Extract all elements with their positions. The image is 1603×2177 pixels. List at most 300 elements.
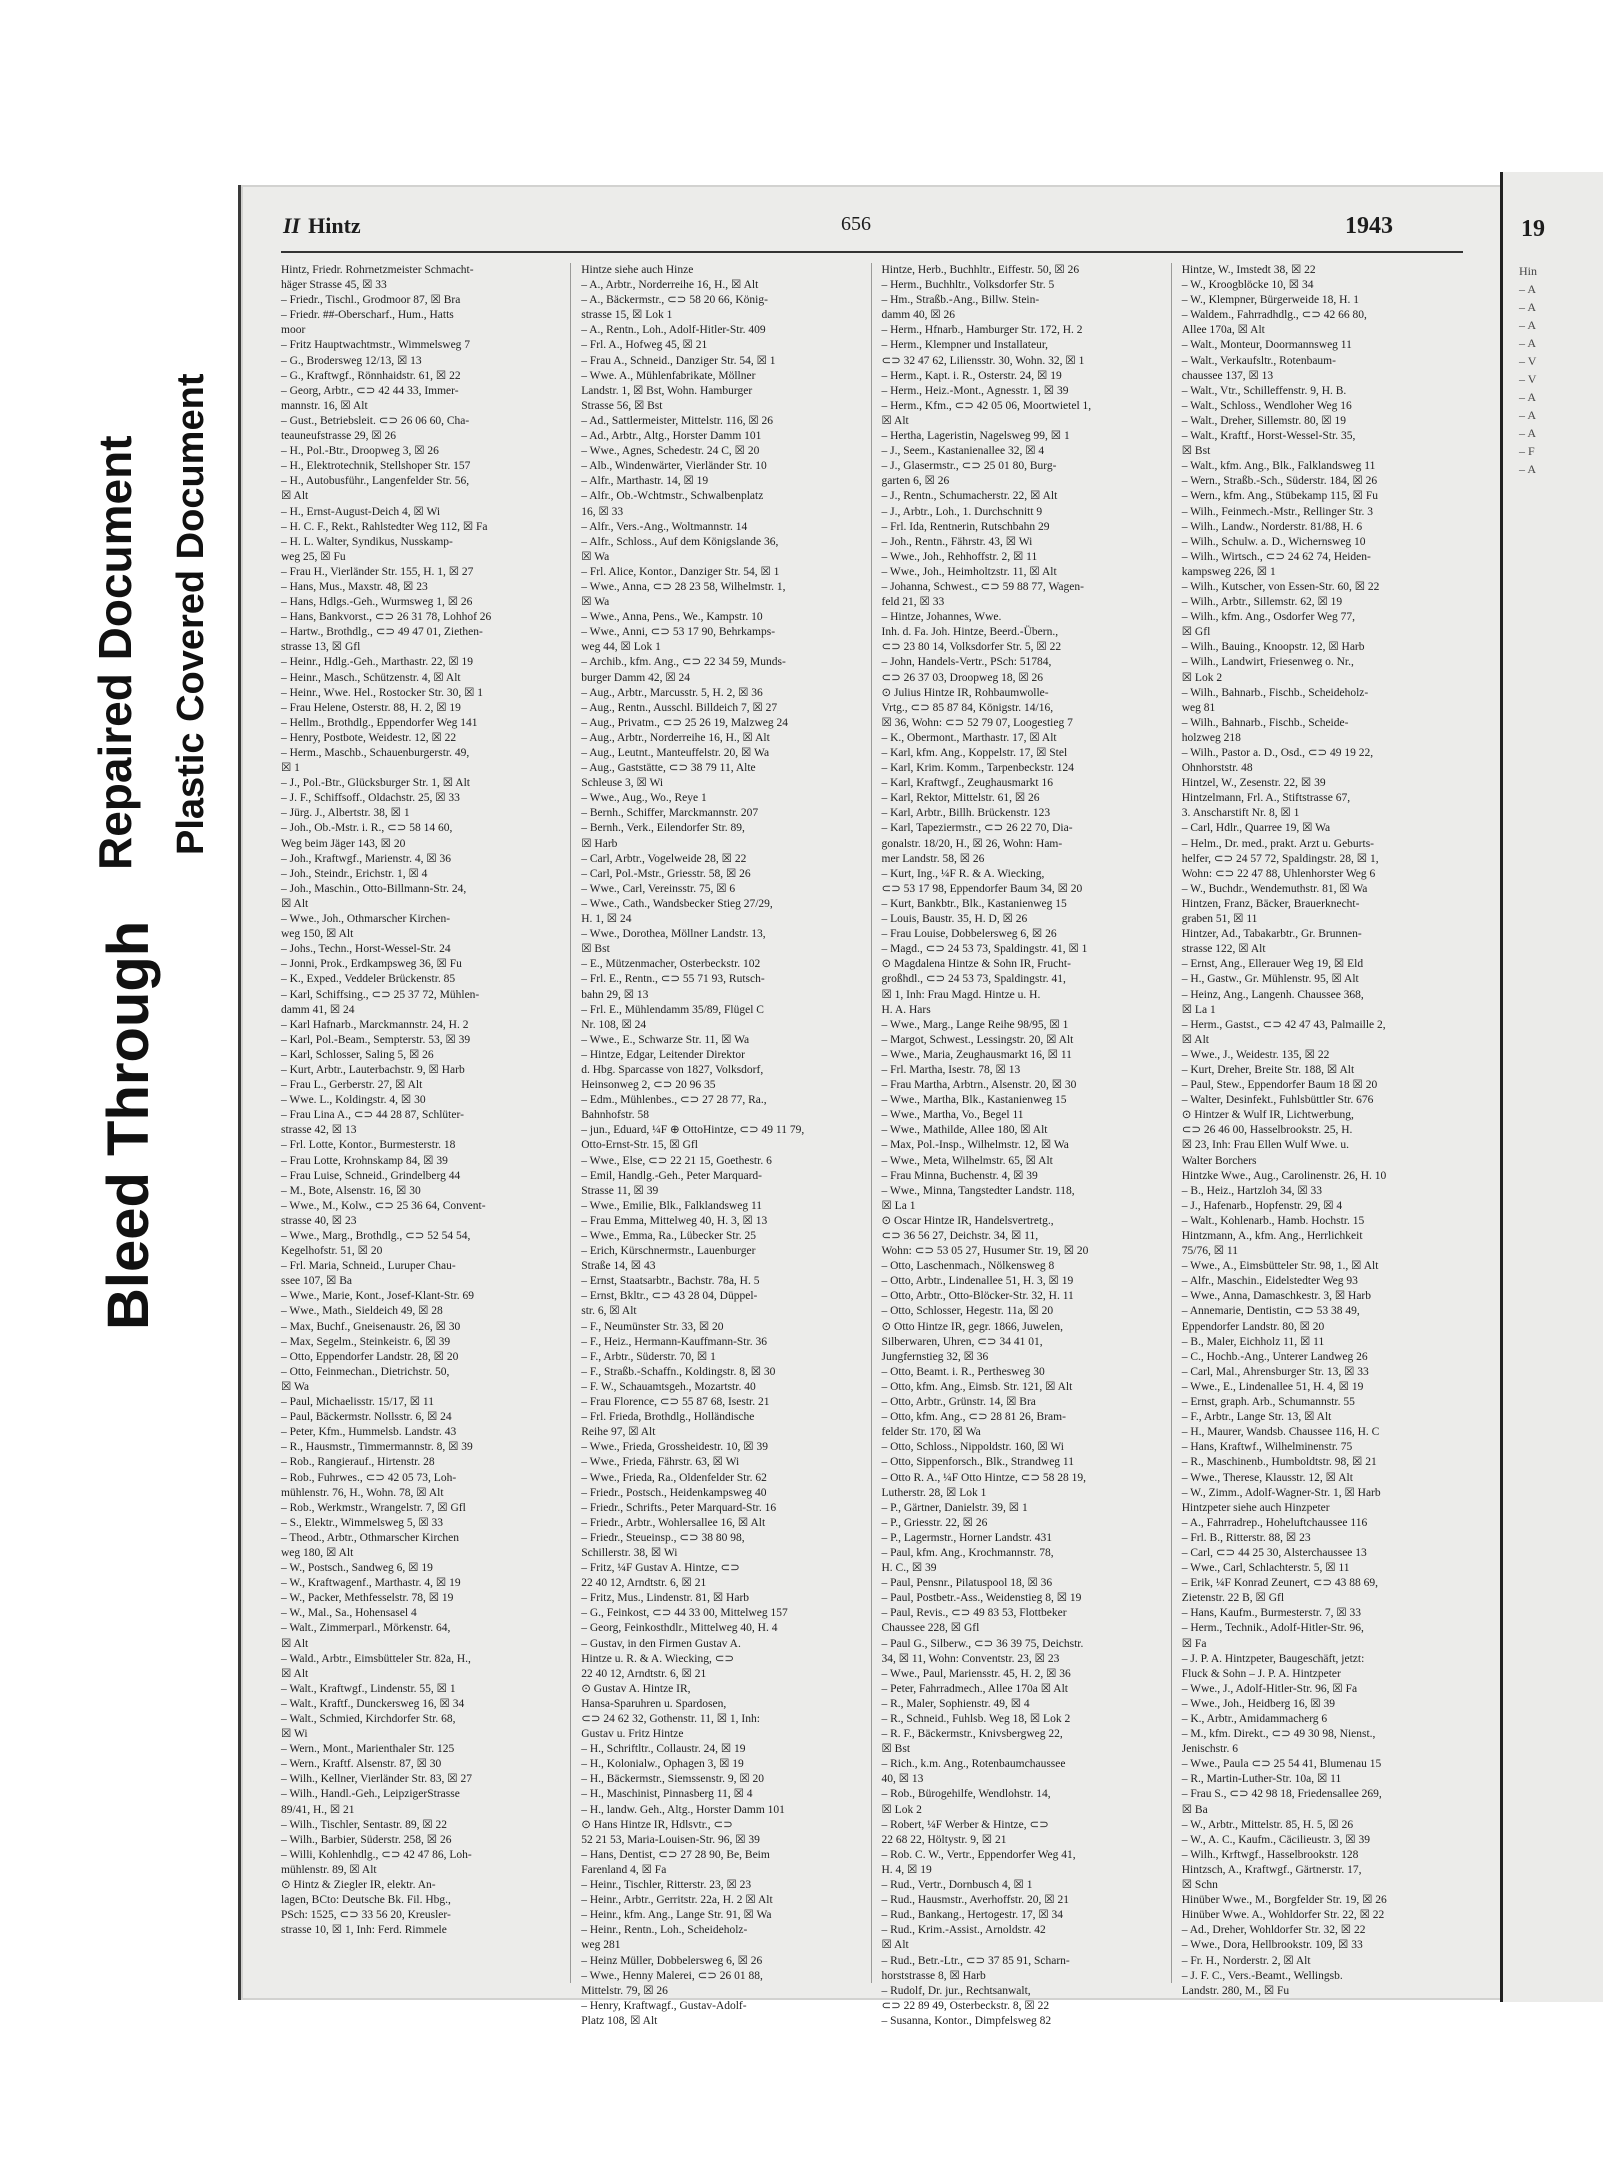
directory-entry-line: Hintzmann, A., kfm. Ang., Herrlichkeit bbox=[1181, 1230, 1363, 1242]
directory-entry-line: – Otto, Sippenforsch., Blk., Strandweg 11 bbox=[881, 1456, 1075, 1469]
directory-entry-line: teauneufstrasse 29, ☒ 26 bbox=[281, 430, 397, 443]
directory-entry-line: ssee 107, ☒ Ba bbox=[281, 1275, 352, 1288]
directory-entry-line: – Walt., Zimmerparl., Mörkenstr. 64, bbox=[281, 1622, 451, 1635]
directory-entry-line: – J. F., Schiffsoff., Oldachstr. 25, ☒ 33 bbox=[281, 792, 460, 805]
directory-entry-line: – Karl Hafnarb., Marckmannstr. 24, H. 2 bbox=[281, 1018, 469, 1031]
directory-entry-line: strasse 122, ☒ Alt bbox=[1181, 943, 1266, 956]
directory-entry-line: – Carl, Mal., Ahrensburger Str. 13, ☒ 33 bbox=[1181, 1365, 1369, 1378]
directory-entry-line: – Otto, Eppendorfer Landstr. 28, ☒ 20 bbox=[281, 1350, 459, 1363]
directory-entry-line: – Wwe., Agnes, Schedestr. 24 C, ☒ 20 bbox=[581, 445, 760, 458]
directory-entry-line: – Peter, Fahrradmech., Allee 170a ☒ Alt bbox=[881, 1682, 1068, 1695]
directory-entry-line: – Alfr., Maschin., Eidelstedter Weg 93 bbox=[1181, 1275, 1358, 1288]
directory-entry-line: – Wwe., Dorothea, Möllner Landstr. 13, bbox=[581, 928, 766, 941]
directory-entry-line: ☒ Alt bbox=[281, 1637, 309, 1650]
directory-entry-line: – Carl, ⊂⊃ 44 25 30, Alsterchaussee 13 bbox=[1181, 1546, 1367, 1559]
directory-entry-line: – Wern., Kraftf. Alsenstr. 87, ☒ 30 bbox=[281, 1758, 442, 1771]
directory-entry-line: – Wwe., Aug., Wo., Reye 1 bbox=[581, 792, 707, 805]
directory-entry-line: – J. F. C., Vers.-Beamt., Wellingsb. bbox=[1181, 1969, 1343, 1982]
edge-line: Hin bbox=[1519, 264, 1537, 278]
directory-entry-line: 22 40 12, Arndtstr. 6, ☒ 21 bbox=[581, 1577, 707, 1590]
directory-entry-line: – P., Gärtner, Danielstr. 39, ☒ 1 bbox=[881, 1501, 1028, 1514]
directory-entry-line: – Frau Lotte, Krohnskamp 84, ☒ 39 bbox=[281, 1154, 448, 1167]
directory-entry-line: – Carl, Pol.-Mstr., Griesstr. 58, ☒ 26 bbox=[581, 867, 751, 880]
directory-entry-line: – Hans, Mus., Maxstr. 48, ☒ 23 bbox=[281, 580, 428, 593]
directory-entry-line: Silberwaren, Uhren, ⊂⊃ 34 41 01, bbox=[881, 1335, 1043, 1348]
directory-entry-line: – Rudolf, Dr. jur., Rechtsanwalt, bbox=[881, 1984, 1031, 1997]
directory-entry-line: – Paul, Pensnr., Pilatuspool 18, ☒ 36 bbox=[881, 1577, 1053, 1590]
directory-entry-line: – Peter, Kfm., Hummelsb. Landstr. 43 bbox=[281, 1426, 457, 1439]
directory-entry-line: – Archib., kfm. Ang., ⊂⊃ 22 34 59, Munds- bbox=[581, 656, 786, 669]
directory-entry-line: graben 51, ☒ 11 bbox=[1181, 913, 1258, 926]
directory-entry-line: – J., Pol.-Btr., Glücksburger Str. 1, ☒ Alt bbox=[281, 777, 470, 790]
directory-entry-line: – Karl, Tapeziermstr., ⊂⊃ 26 22 70, Dia- bbox=[881, 822, 1073, 835]
directory-entry-line: – Wilh., Schulw. a. D., Wichernsweg 10 bbox=[1181, 535, 1366, 548]
directory-entry-line: H. 1, ☒ 24 bbox=[581, 913, 632, 926]
directory-entry-line: Allee 170a, ☒ Alt bbox=[1181, 324, 1265, 337]
section-number: II bbox=[283, 213, 301, 238]
directory-entry-line: – Heinz Müller, Dobbelersweg 6, ☒ 26 bbox=[581, 1954, 763, 1967]
directory-entry-line: weg 25, ☒ Fu bbox=[281, 550, 346, 563]
directory-entry-line: – Herm., Kfm., ⊂⊃ 42 05 06, Moortwietel 1, bbox=[881, 399, 1092, 412]
directory-entry-line: Wohn: ⊂⊃ 22 47 88, Uhlenhorster Weg 6 bbox=[1181, 867, 1376, 880]
directory-entry-line: – A., Bäckermstr., ⊂⊃ 58 20 66, König- bbox=[581, 294, 768, 307]
directory-entry-line: – Frau A., Schneid., Danziger Str. 54, ☒ 1 bbox=[581, 354, 776, 367]
directory-entry-line: – C., Hochb.-Ang., Unterer Landweg 26 bbox=[1181, 1350, 1368, 1363]
directory-entry-line: – Kurt, Arbtr., Lauterbachstr. 9, ☒ Harb bbox=[281, 1063, 465, 1076]
directory-entry-line: ☒ Alt bbox=[281, 897, 309, 910]
edge-line: – A bbox=[1519, 336, 1537, 350]
directory-entry-line: – Wwe., Marg., Brothdlg., ⊂⊃ 52 54 54, bbox=[281, 1230, 471, 1242]
edge-line: – F bbox=[1519, 444, 1535, 458]
directory-entry-line: – Robert, ¼F Werber & Hintze, ⊂⊃ bbox=[881, 1818, 1049, 1831]
directory-entry-line: – Hm., Straßb.-Ang., Billw. Stein- bbox=[881, 294, 1040, 307]
directory-entry-line: – Joh., Ob.-Mstr. i. R., ⊂⊃ 58 14 60, bbox=[281, 822, 453, 835]
directory-entry-line: – F., Arbtr., Lange Str. 13, ☒ Alt bbox=[1181, 1411, 1332, 1424]
directory-entry-line: Hintze u. R. & A. Wiecking, ⊂⊃ bbox=[581, 1652, 734, 1665]
edge-line: – V bbox=[1519, 354, 1537, 368]
directory-entry-line: Bahnhofstr. 58 bbox=[581, 1109, 649, 1122]
directory-entry-line: ⊂⊃ 26 46 00, Hasselbrookstr. 25, H. bbox=[1181, 1124, 1353, 1137]
directory-entry-line: – Karl, Rektor, Mittelstr. 61, ☒ 26 bbox=[881, 792, 1040, 805]
directory-entry-line: – Wwe., Anna, Damaschkestr. 3, ☒ Harb bbox=[1181, 1290, 1372, 1303]
directory-entry-line: – Henry, Postbote, Weidestr. 12, ☒ 22 bbox=[281, 731, 457, 744]
directory-entry-line: – Walt., Kraftwgf., Lindenstr. 55, ☒ 1 bbox=[281, 1682, 456, 1695]
edge-line: – A bbox=[1519, 318, 1537, 332]
directory-entry-line: PSch: 1525, ⊂⊃ 33 56 20, Kreusler- bbox=[281, 1909, 451, 1922]
directory-entry-line: ☒ La 1 bbox=[1181, 1003, 1216, 1016]
plastic-covered-label: Plastic Covered Document bbox=[170, 373, 212, 855]
directory-entry-line: strasse 40, ☒ 23 bbox=[281, 1214, 357, 1227]
directory-entry-line: – S., Elektr., Wimmelsweg 5, ☒ 33 bbox=[281, 1516, 443, 1529]
next-page-edge bbox=[1500, 172, 1603, 2002]
directory-entry-line: – Heinr., Tischler, Ritterstr. 23, ☒ 23 bbox=[581, 1879, 752, 1892]
directory-entry-line: – Gustav, in den Firmen Gustav A. bbox=[581, 1637, 741, 1650]
directory-entry-line: – Heinr., kfm. Ang., Lange Str. 91, ☒ Wa bbox=[581, 1909, 772, 1922]
directory-entry-line: 75/76, ☒ 11 bbox=[1181, 1245, 1238, 1258]
directory-entry-line: ☒ Schn bbox=[1181, 1879, 1218, 1892]
directory-entry-line: – Hans, Kraftwf., Wilhelminenstr. 75 bbox=[1181, 1441, 1353, 1454]
directory-entry-line: – Wwe., Frieda, Fährstr. 63, ☒ Wi bbox=[581, 1456, 740, 1469]
directory-entry-line: ⊙ Gustav A. Hintze IR, bbox=[581, 1682, 691, 1695]
directory-entry-line: – M., kfm. Direkt., ⊂⊃ 49 30 98, Nienst., bbox=[1181, 1728, 1376, 1741]
directory-entry-line: ☒ Wi bbox=[281, 1728, 308, 1741]
directory-entry-line: – Emil, Handlg.-Geh., Peter Marquard- bbox=[581, 1169, 763, 1182]
directory-entry-line: – Ernst, Ang., Ellerauer Weg 19, ☒ Eld bbox=[1181, 958, 1364, 971]
directory-entry-line: – Frau Martha, Arbtrn., Alsenstr. 20, ☒ 30 bbox=[881, 1079, 1077, 1092]
directory-entry-line: – R., Maler, Sophienstr. 49, ☒ 4 bbox=[881, 1697, 1030, 1710]
directory-entry-line: – G., Brodersweg 12/13, ☒ 13 bbox=[281, 354, 422, 367]
directory-entry-line: 22 68 22, Höltystr. 9, ☒ 21 bbox=[881, 1833, 1007, 1846]
directory-entry-line: – H., Ernst-August-Deich 4, ☒ Wi bbox=[281, 505, 441, 518]
directory-entry-line: H. 4, ☒ 19 bbox=[881, 1863, 932, 1876]
directory-entry-line: – Wwe., Marg., Lange Reihe 98/95, ☒ 1 bbox=[881, 1018, 1069, 1031]
directory-entry-line: – Hertha, Lageristin, Nagelsweg 99, ☒ 1 bbox=[881, 430, 1070, 443]
directory-entry-line: – Johs., Techn., Horst-Wessel-Str. 24 bbox=[281, 943, 451, 956]
directory-entry-line: Hinüber Wwe. A., Wohldorfer Str. 22, ☒ 22 bbox=[1181, 1909, 1385, 1922]
directory-entry-line: – Ad., Arbtr., Altg., Horster Damm 101 bbox=[581, 430, 762, 443]
directory-entry-line: – Wwe., Joh., Heimholtzstr. 11, ☒ Alt bbox=[881, 565, 1057, 578]
directory-entry-line: – Wwe., Mathilde, Allee 180, ☒ Alt bbox=[881, 1124, 1048, 1137]
directory-entry-line: – Wilh., Arbtr., Sillemstr. 62, ☒ 19 bbox=[1181, 596, 1343, 609]
directory-entry-line: – J., Glasermstr., ⊂⊃ 25 01 80, Burg- bbox=[881, 460, 1057, 473]
directory-entry-line: – H. C. F., Rekt., Rahlstedter Weg 112, ☒ Fa bbox=[281, 520, 488, 533]
directory-entry-line: – Rich., k.m. Ang., Rotenbaumchaussee bbox=[881, 1758, 1066, 1771]
directory-entry-line: – Hans, Dentist, ⊂⊃ 27 28 90, Be, Beim bbox=[581, 1848, 770, 1861]
directory-entry-line: – W., Arbtr., Mittelstr. 85, H. 5, ☒ 26 bbox=[1181, 1818, 1354, 1831]
directory-entry-line: – Alfr., Ob.-Wchtmstr., Schwalbenplatz bbox=[581, 490, 764, 503]
directory-entry-line: – Paul, Postbetr.-Ass., Weidenstieg 8, ☒ 19 bbox=[881, 1592, 1082, 1605]
directory-entry-line: weg 150, ☒ Alt bbox=[281, 928, 354, 941]
directory-entry-line: H. C., ☒ 39 bbox=[881, 1562, 937, 1575]
directory-entry-line: – Walt., Verkaufsltr., Rotenbaum- bbox=[1181, 354, 1336, 367]
edge-line: – A bbox=[1519, 300, 1537, 314]
directory-entry-line: – Frau Florence, ⊂⊃ 55 87 68, Isestr. 21 bbox=[581, 1396, 770, 1409]
directory-entry-line: – Walt., Dreher, Sillemstr. 80, ☒ 19 bbox=[1181, 414, 1347, 427]
directory-entry-line: – Hartw., Brothdlg., ⊂⊃ 49 47 01, Ziethen- bbox=[281, 626, 483, 639]
directory-entry-line: großhdl., ⊂⊃ 24 53 73, Spaldingstr. 41, bbox=[881, 973, 1066, 986]
directory-entry-line: – Frau Emma, Mittelweg 40, H. 3, ☒ 13 bbox=[581, 1214, 768, 1227]
directory-entry-line: – Herm., Maschb., Schauenburgerstr. 49, bbox=[281, 747, 470, 759]
directory-entry-line: – Annemarie, Dentistin, ⊂⊃ 53 38 49, bbox=[1181, 1305, 1360, 1318]
directory-entry-line: – Frl. E., Mühlendamm 35/89, Flügel C bbox=[581, 1003, 764, 1016]
directory-entry-line: – John, Handels-Vertr., PSch: 51784, bbox=[881, 656, 1052, 669]
directory-entry-line: ☒ Wa bbox=[581, 596, 610, 609]
directory-entry-line: – Ernst, graph. Arb., Schumannstr. 55 bbox=[1181, 1396, 1355, 1409]
directory-entry-line: mühlenstr. 76, H., Wohn. 78, ☒ Alt bbox=[281, 1486, 444, 1499]
directory-entry-line: – W., Buchdr., Wendemuthstr. 81, ☒ Wa bbox=[1181, 882, 1368, 895]
directory-entry-line: feld 21, ☒ 33 bbox=[881, 596, 945, 609]
directory-entry-line: – Alb., Windenwärter, Vierländer Str. 10 bbox=[581, 460, 767, 473]
directory-entry-line: – Georg, Arbtr., ⊂⊃ 42 44 33, Immer- bbox=[281, 384, 459, 397]
directory-entry-line: – Frl. A., Hofweg 45, ☒ 21 bbox=[581, 339, 708, 352]
directory-entry-line: Eppendorfer Landstr. 80, ☒ 20 bbox=[1181, 1320, 1325, 1333]
directory-entry-line: – Wilh., Bahnarb., Fischb., Scheideholz- bbox=[1181, 686, 1369, 699]
repaired-document-label: Repaired Document bbox=[89, 435, 141, 870]
directory-entry-line: – Louis, Baustr. 35, H. D, ☒ 26 bbox=[881, 913, 1028, 926]
directory-entry-line: Schleuse 3, ☒ Wi bbox=[581, 777, 664, 790]
directory-entry-line: – Paul, Revis., ⊂⊃ 49 83 53, Flottbeker bbox=[881, 1607, 1067, 1620]
directory-entry-line: – Max, Segelm., Steinkeistr. 6, ☒ 39 bbox=[281, 1335, 451, 1348]
directory-entry-line: – Hintze, Johannes, Wwe. bbox=[881, 611, 1002, 624]
directory-entry-line: – Kurt, Bankbtr., Blk., Kastanienweg 15 bbox=[881, 897, 1067, 910]
directory-entry-line: – Paul, Stew., Eppendorfer Baum 18 ☒ 20 bbox=[1181, 1079, 1378, 1092]
directory-entry-line: – Ernst, Staatsarbtr., Bachstr. 78a, H. 5 bbox=[581, 1275, 760, 1288]
directory-entry-line: Heinsonweg 2, ⊂⊃ 20 96 35 bbox=[581, 1079, 716, 1092]
directory-entry-line: – Herm., Kapt. i. R., Osterstr. 24, ☒ 19 bbox=[881, 369, 1062, 382]
directory-entry-line: damm 40, ☒ 26 bbox=[881, 309, 956, 322]
directory-entry-line: Strasse 11, ☒ 39 bbox=[581, 1184, 659, 1197]
directory-entry-line: – Joh., Kraftwgf., Marienstr. 4, ☒ 36 bbox=[281, 852, 452, 865]
directory-entry-line: Strasse 56, ☒ Bst bbox=[581, 399, 663, 412]
directory-entry-line: – J., Arbtr., Loh., 1. Durchschnitt 9 bbox=[881, 505, 1043, 518]
directory-entry-line: – Wwe., Paul, Mariensstr. 45, H. 2, ☒ 36 bbox=[881, 1667, 1071, 1680]
directory-entry-line: – Wilh., Bahnarb., Fischb., Scheide- bbox=[1181, 716, 1349, 729]
directory-entry-line: – Wern., Mont., Marienthaler Str. 125 bbox=[281, 1743, 455, 1756]
directory-entry-line: – J., Rentn., Schumacherstr. 22, ☒ Alt bbox=[881, 490, 1058, 503]
directory-entry-line: – Hans, Hdlgs.-Geh., Wurmsweg 1, ☒ 26 bbox=[281, 596, 473, 609]
directory-entry-line: – Aug., Gaststätte, ⊂⊃ 38 79 11, Alte bbox=[581, 762, 756, 775]
directory-entry-line: – Frl. E., Rentn., ⊂⊃ 55 71 93, Rutsch- bbox=[581, 973, 765, 986]
directory-entry-line: ☒ Wa bbox=[281, 1380, 310, 1393]
directory-entry-line: – Otto, Arbtr., Lindenallee 51, H. 3, ☒ 19 bbox=[881, 1275, 1074, 1288]
directory-entry-line: horststrasse 8, ☒ Harb bbox=[881, 1969, 986, 1982]
directory-entry-line: 22 40 12, Arndtstr. 6, ☒ 21 bbox=[581, 1667, 707, 1680]
directory-entry-line: Straße 14, ☒ 43 bbox=[581, 1260, 656, 1273]
directory-entry-line: – H., Bäckermstr., Siemssenstr. 9, ☒ 20 bbox=[581, 1773, 765, 1786]
directory-entry-line: – Otto, Schloss., Nippoldstr. 160, ☒ Wi bbox=[881, 1441, 1064, 1454]
directory-entry-line: – Wilh., Tischler, Sentastr. 89, ☒ 22 bbox=[281, 1818, 448, 1831]
directory-entry-line: – Rob., Rangierauf., Hirtenstr. 28 bbox=[281, 1456, 435, 1469]
directory-entry-line: – Otto, Arbtr., Otto-Blöcker-Str. 32, H. 11 bbox=[881, 1290, 1074, 1303]
directory-entry-line: – M., Bote, Alsenstr. 16, ☒ 30 bbox=[281, 1184, 421, 1197]
directory-entry-line: – Karl, Pol.-Beam., Sempterstr. 53, ☒ 39 bbox=[281, 1033, 471, 1046]
directory-entry-line: – Ernst, Bkltr., ⊂⊃ 43 28 04, Düppel- bbox=[581, 1290, 758, 1303]
edge-line: – A bbox=[1519, 408, 1537, 422]
directory-entry-line: – W., Kraftwagenf., Marthastr. 4, ☒ 19 bbox=[281, 1577, 461, 1590]
directory-entry-line: – B., Maler, Eichholz 11, ☒ 11 bbox=[1181, 1335, 1325, 1348]
directory-entry-line: – F., Heiz., Hermann-Kauffmann-Str. 36 bbox=[581, 1335, 767, 1348]
directory-entry-line: – B., Heiz., Hartzloh 34, ☒ 33 bbox=[1181, 1184, 1323, 1197]
directory-entry-line: – A., Arbtr., Norderreihe 16, H., ☒ Alt bbox=[581, 279, 759, 292]
directory-entry-line: – Wwe., Else, ⊂⊃ 22 21 15, Goethestr. 6 bbox=[581, 1154, 772, 1167]
page-year: 1943 bbox=[1345, 213, 1393, 239]
directory-entry-line: – Erik, ¼F Konrad Zeunert, ⊂⊃ 43 88 69, bbox=[1181, 1577, 1378, 1590]
directory-entry-line: – Max, Pol.-Insp., Wilhelmstr. 12, ☒ Wa bbox=[881, 1139, 1069, 1152]
directory-entry-line: – Heinr., Masch., Schützenstr. 4, ☒ Alt bbox=[281, 671, 461, 684]
directory-entry-line: – H., Kolonialw., Ophagen 3, ☒ 19 bbox=[581, 1758, 744, 1771]
directory-entry-line: – H., Schriftltr., Collaustr. 24, ☒ 19 bbox=[581, 1743, 746, 1756]
directory-entry-line: – Wilh., kfm. Ang., Osdorfer Weg 77, bbox=[1181, 611, 1355, 624]
directory-entry-line: ☒ Harb bbox=[581, 837, 618, 850]
directory-entry-line: – Frl. Ida, Rentnerin, Rutschbahn 29 bbox=[881, 520, 1050, 533]
directory-entry-line: 40, ☒ 13 bbox=[881, 1773, 924, 1786]
directory-page bbox=[238, 185, 1503, 2027]
directory-entry-line: – J., Hafenarb., Hopfenstr. 29, ☒ 4 bbox=[1181, 1199, 1343, 1212]
directory-entry-line: – Walt., Vtr., Schilleffenstr. 9, H. B. bbox=[1181, 384, 1347, 397]
directory-entry-line: – Karl, Schiffsing., ⊂⊃ 25 37 72, Mühlen- bbox=[281, 988, 480, 1001]
directory-entry-line: – Otto, kfm. Ang., Eimsb. Str. 121, ☒ Alt bbox=[881, 1380, 1073, 1393]
directory-entry-line: – G., Kraftwgf., Rönnhaidstr. 61, ☒ 22 bbox=[281, 369, 461, 382]
directory-entry-line: – E., Mützenmacher, Osterbeckstr. 102 bbox=[581, 958, 761, 971]
directory-entry-line: – Rob. C. W., Vertr., Eppendorfer Weg 41, bbox=[881, 1848, 1076, 1861]
directory-entry-line: – Otto, Beamt. i. R., Perthesweg 30 bbox=[881, 1365, 1045, 1378]
directory-entry-line: – Wwe., J., Adolf-Hitler-Str. 96, ☒ Fa bbox=[1181, 1682, 1358, 1695]
directory-entry-line: – H., Elektrotechnik, Stellshoper Str. 157 bbox=[281, 460, 471, 473]
directory-entry-line: – Theod., Arbtr., Othmarscher Kirchen bbox=[281, 1531, 459, 1544]
directory-entry-line: – Walt., Kraftf., Dunckersweg 16, ☒ 34 bbox=[281, 1697, 465, 1710]
directory-entry-line: – Wwe., Math., Sieldeich 49, ☒ 28 bbox=[281, 1305, 443, 1318]
directory-entry-line: – Wwe., Joh., Rehhoffstr. 2, ☒ 11 bbox=[881, 550, 1038, 563]
directory-entry-line: – Willi, Kohlenhdlg., ⊂⊃ 42 47 86, Loh- bbox=[281, 1848, 472, 1861]
directory-entry-line: – Otto, Feinmechan., Dietrichstr. 50, bbox=[281, 1365, 450, 1378]
directory-entry-line: ⊂⊃ 32 47 62, Liliensstr. 30, Wohn. 32, ☒ 1 bbox=[881, 354, 1085, 367]
directory-entry-line: – Wwe., Cath., Wandsbecker Stieg 27/29, bbox=[581, 897, 773, 910]
directory-entry-line: – Wilh., Kellner, Vierländer Str. 83, ☒ 27 bbox=[281, 1773, 472, 1786]
next-page-lines bbox=[1519, 262, 1537, 478]
directory-entry-line: – Paul, kfm. Ang., Krochmannstr. 78, bbox=[881, 1546, 1054, 1559]
directory-entry-line: – Joh., Rentn., Fährstr. 43, ☒ Wi bbox=[881, 535, 1033, 548]
directory-entry-line: – Wwe. A., Mühlenfabrikate, Möllner bbox=[581, 369, 756, 382]
directory-entry-line: – Friedr., Steueinsp., ⊂⊃ 38 80 98, bbox=[581, 1531, 745, 1544]
directory-entry-line: – Wilh., Landwirt, Friesenweg o. Nr., bbox=[1181, 656, 1354, 669]
directory-entry-line: ☒ Ba bbox=[1181, 1803, 1208, 1816]
directory-entry-line: – Aug., Leutnt., Manteuffelstr. 20, ☒ Wa bbox=[581, 747, 770, 759]
directory-entry-line: – Carl, Arbtr., Vogelweide 28, ☒ 22 bbox=[581, 852, 747, 865]
directory-entry-line: 34, ☒ 11, Wohn: Conventstr. 23, ☒ 23 bbox=[881, 1652, 1060, 1665]
directory-entry-line: – Aug., Rentn., Ausschl. Billdeich 7, ☒ 27 bbox=[581, 701, 778, 714]
directory-entry-line: – H., Gastw., Gr. Mühlenstr. 95, ☒ Alt bbox=[1181, 973, 1359, 986]
directory-entry-line: – Wilh., Pastor a. D., Osd., ⊂⊃ 49 19 22, bbox=[1181, 747, 1374, 759]
directory-entry-line: – Joh., Steindr., Erichstr. 1, ☒ 4 bbox=[281, 867, 428, 880]
directory-entry-line: – Frl. Alice, Kontor., Danziger Str. 54, ☒ 1 bbox=[581, 565, 780, 578]
directory-entry-line: – H., Pol.-Btr., Droopweg 3, ☒ 26 bbox=[281, 445, 439, 458]
directory-entry-line: – Kurt, Ing., ¼F R. & A. Wiecking, bbox=[881, 867, 1045, 880]
directory-entry-line: – W., A. C., Kaufm., Cäcilieustr. 3, ☒ 39 bbox=[1181, 1833, 1370, 1846]
entry-column-2 bbox=[581, 263, 871, 2027]
directory-entry-line: Landstr. 1, ☒ Bst, Wohn. Hamburger bbox=[581, 384, 753, 397]
directory-entry-line: – Heinz, Ang., Langenh. Chaussee 368, bbox=[1181, 988, 1364, 1001]
edge-line: – A bbox=[1519, 426, 1537, 440]
directory-entry-line: – H., Maschinist, Pinnasberg 11, ☒ 4 bbox=[581, 1788, 753, 1801]
directory-entry-line: felder Str. 170, ☒ Wa bbox=[881, 1426, 981, 1439]
directory-entry-line: ☒ 1, Inh: Frau Magd. Hintze u. H. bbox=[881, 988, 1041, 1001]
directory-entry-line: ☒ Fa bbox=[1181, 1637, 1207, 1650]
edge-line: – A bbox=[1519, 462, 1537, 476]
directory-entry-line: – K., Obermont., Marthastr. 17, ☒ Alt bbox=[881, 731, 1057, 744]
directory-entry-line: Hintzel, W., Zesenstr. 22, ☒ 39 bbox=[1181, 777, 1326, 790]
directory-entry-line: weg 281 bbox=[581, 1939, 621, 1952]
directory-entry-line: ⊙ Otto Hintze IR, gegr. 1866, Juwelen, bbox=[881, 1320, 1063, 1333]
header-rule bbox=[281, 251, 1463, 253]
directory-entry-line: – Walt., Schloss., Wendloher Weg 16 bbox=[1181, 399, 1352, 412]
directory-entry-line: – Fr. H., Norderstr. 2, ☒ Alt bbox=[1181, 1954, 1311, 1967]
directory-entry-line: – Rob., Bürogehilfe, Wendlohstr. 14, bbox=[881, 1788, 1051, 1801]
directory-entry-line: – R. F., Bäckermstr., Knivsbergweg 22, bbox=[881, 1728, 1063, 1741]
directory-entry-line: – Magd., ⊂⊃ 24 53 73, Spaldingstr. 41, ☒ 1 bbox=[881, 943, 1088, 956]
directory-entry-line: – Max, Buchf., Gneisenaustr. 26, ☒ 30 bbox=[281, 1320, 461, 1333]
directory-entry-line: – Friedr., Arbtr., Wohlersallee 16, ☒ Alt bbox=[581, 1516, 766, 1529]
directory-entry-line: burger Damm 42, ☒ 24 bbox=[581, 671, 691, 684]
directory-entry-line: strasse 13, ☒ Gfl bbox=[281, 641, 361, 654]
directory-entry-line: Hintzen, Franz, Bäcker, Brauerknecht- bbox=[1181, 897, 1360, 910]
directory-entry-line: – Walt., Kohlenarb., Hamb. Hochstr. 15 bbox=[1181, 1214, 1365, 1227]
directory-entry-line: ⊂⊃ 26 37 03, Droopweg 18, ☒ 26 bbox=[881, 671, 1043, 684]
entry-column-1 bbox=[281, 263, 571, 1983]
directory-entry-line: lagen, BCto: Deutsche Bk. Fil. Hbg., bbox=[281, 1894, 451, 1907]
directory-entry-line: Schillerstr. 38, ☒ Wi bbox=[581, 1546, 678, 1559]
directory-entry-line: – Edm., Mühlenbes., ⊂⊃ 27 28 77, Ra., bbox=[581, 1094, 767, 1107]
directory-entry-line: – Otto, kfm. Ang., ⊂⊃ 28 81 26, Bram- bbox=[881, 1411, 1066, 1424]
directory-entry-line: – Wwe., E., Lindenallee 51, H. 4, ☒ 19 bbox=[1181, 1380, 1364, 1393]
directory-entry-line: – Aug., Arbtr., Norderreihe 16, H., ☒ Alt bbox=[581, 731, 770, 744]
directory-entry-line: – Margot, Schwest., Lessingstr. 20, ☒ Alt bbox=[881, 1033, 1074, 1046]
directory-entry-line: garten 6, ☒ 26 bbox=[881, 475, 950, 488]
directory-entry-line: – G., Feinkost, ⊂⊃ 44 33 00, Mittelweg 157 bbox=[581, 1607, 788, 1620]
entry-column-3 bbox=[881, 263, 1172, 2027]
directory-entry-line: – Wwe., Emilie, Blk., Falklandsweg 11 bbox=[581, 1199, 763, 1212]
edge-line: – V bbox=[1519, 372, 1537, 386]
directory-entry-line: – Jonni, Prok., Erdkampsweg 36, ☒ Fu bbox=[281, 958, 462, 971]
directory-entry-line: – Wwe., Frieda, Ra., Oldenfelder Str. 62 bbox=[581, 1471, 767, 1484]
directory-entry-line: – J., Seem., Kastanienallee 32, ☒ 4 bbox=[881, 445, 1045, 458]
directory-entry-line: – K., Arbtr., Amidammacherg 6 bbox=[1181, 1713, 1328, 1725]
directory-entry-line: ☒ Bst bbox=[581, 943, 610, 956]
directory-entry-line: – Rud., Betr.-Ltr., ⊂⊃ 37 85 91, Scharn- bbox=[881, 1954, 1070, 1967]
directory-entry-line: – Kurt, Dreher, Breite Str. 188, ☒ Alt bbox=[1181, 1063, 1355, 1076]
directory-entry-line: Hansa-Sparuhren u. Spardosen, bbox=[581, 1697, 727, 1710]
directory-entry-line: – Wilh., Kutscher, von Essen-Str. 60, ☒ 22 bbox=[1181, 580, 1380, 593]
page-number: 656 bbox=[841, 213, 871, 235]
directory-entry-line: Mittelstr. 79, ☒ 26 bbox=[581, 1984, 668, 1997]
directory-entry-line: ⊙ Julius Hintze IR, Rohbaumwolle- bbox=[881, 686, 1049, 699]
directory-entry-line: – Hans, Kaufm., Burmesterstr. 7, ☒ 33 bbox=[1181, 1607, 1362, 1620]
directory-entry-line: – H., landw. Geh., Altg., Horster Damm 101 bbox=[581, 1803, 785, 1816]
directory-entry-line: – Rud., Vertr., Dornbusch 4, ☒ 1 bbox=[881, 1879, 1033, 1892]
directory-entry-line: – Alfr., Schloss., Auf dem Königslande 36, bbox=[581, 535, 779, 548]
directory-entry-line: – P., Lagermstr., Horner Landstr. 431 bbox=[881, 1531, 1053, 1544]
directory-entry-line: Walter Borchers bbox=[1181, 1154, 1257, 1167]
directory-entry-line: – Friedr., Postsch., Heidenkampsweg 40 bbox=[581, 1486, 767, 1499]
directory-entry-line: – Karl, Schlosser, Saling 5, ☒ 26 bbox=[281, 1048, 434, 1061]
directory-entry-line: Gustav u. Fritz Hintze bbox=[581, 1728, 684, 1741]
directory-entry-line: – Wilh., Feinmech.-Mstr., Rellinger Str. 3 bbox=[1181, 505, 1374, 518]
directory-entry-line: – Friedr., Tischl., Grodmoor 87, ☒ Bra bbox=[281, 294, 461, 307]
directory-entry-line: – Friedr., Schrifts., Peter Marquard-Str. 16 bbox=[581, 1501, 777, 1514]
directory-entry-line: – Rud., Bankang., Hertogestr. 17, ☒ 34 bbox=[881, 1909, 1064, 1922]
directory-entry-line: – Jürg. J., Albertstr. 38, ☒ 1 bbox=[281, 807, 410, 820]
directory-entry-line: – Frl. B., Ritterstr. 88, ☒ 23 bbox=[1181, 1531, 1311, 1544]
directory-entry-line: ☒ Bst bbox=[881, 1743, 911, 1756]
directory-entry-line: Hintzelmann, Frl. A., Stiftstrasse 67, bbox=[1181, 792, 1351, 805]
directory-entry-line: ☒ Gfl bbox=[1181, 626, 1211, 639]
directory-entry-line: – Herm., Gastst., ⊂⊃ 42 47 43, Palmaille 2, bbox=[1181, 1018, 1386, 1031]
directory-entry-line: – Paul G., Silberw., ⊂⊃ 36 39 75, Deichstr. bbox=[881, 1637, 1084, 1650]
directory-entry-line: 52 21 53, Maria-Louisen-Str. 96, ☒ 39 bbox=[581, 1833, 760, 1846]
directory-entry-line: Hintz, Friedr. Rohrnetzmeister Schmacht- bbox=[281, 264, 474, 276]
directory-entry-line: ⊂⊃ 36 56 27, Deichstr. 34, ☒ 11, bbox=[881, 1230, 1039, 1242]
directory-entry-line: – R., Martin-Luther-Str. 10a, ☒ 11 bbox=[1181, 1773, 1342, 1786]
directory-entry-line: – Heinr., Rentn., Loh., Scheideholz- bbox=[581, 1924, 748, 1937]
directory-entry-line: ☒ Alt bbox=[881, 1939, 909, 1952]
directory-entry-line: – Walt., Monteur, Doormannsweg 11 bbox=[1181, 339, 1352, 352]
directory-entry-line: – Wwe., Paula ⊂⊃ 25 54 41, Blumenau 15 bbox=[1181, 1758, 1382, 1771]
directory-entry-line: Kegelhofstr. 51, ☒ 20 bbox=[281, 1245, 383, 1258]
directory-entry-line: Lutherstr. 28, ☒ Lok 1 bbox=[881, 1486, 987, 1499]
directory-entry-line: H. A. Hars bbox=[881, 1003, 931, 1016]
directory-entry-line: – Heinr., Wwe. Hel., Rostocker Str. 30, ☒ 1 bbox=[281, 686, 484, 699]
directory-entry-line: Jungfernstieg 32, ☒ 36 bbox=[881, 1350, 989, 1363]
directory-entry-line: 16, ☒ 33 bbox=[581, 505, 624, 518]
